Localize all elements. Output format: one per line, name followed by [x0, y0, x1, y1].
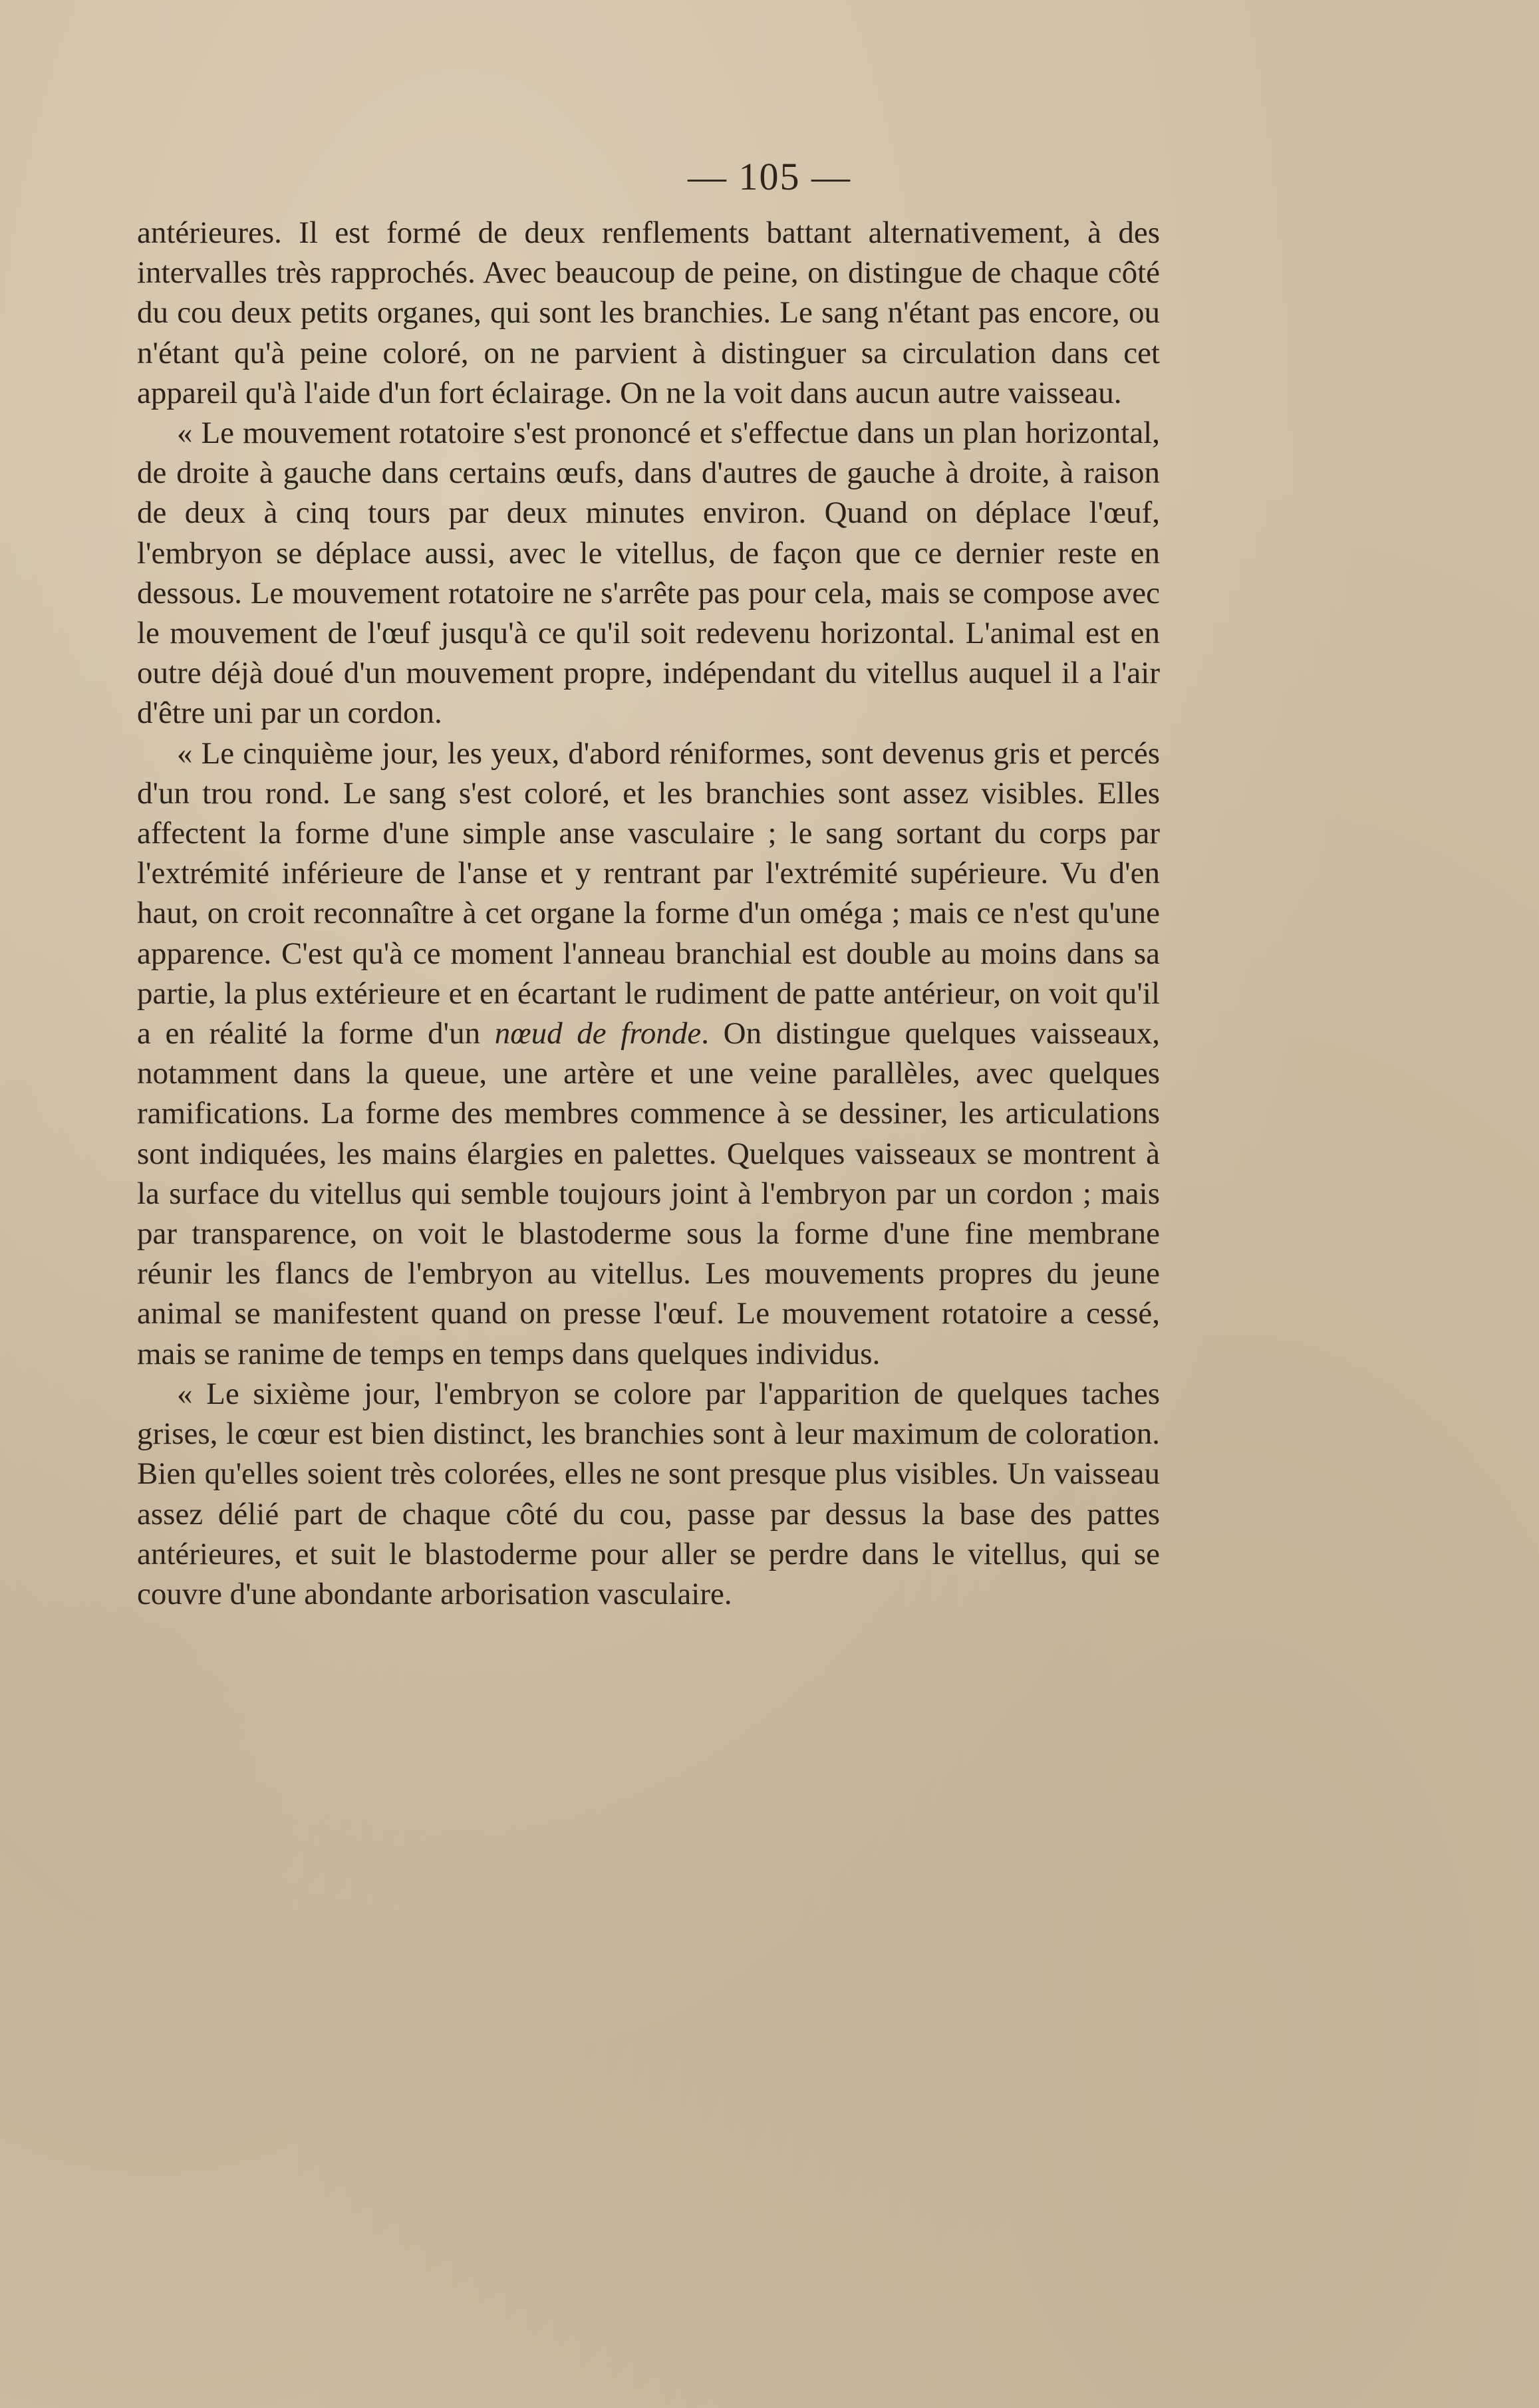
paragraph-1: antérieures. Il est formé de deux renflements battant alternativement, à des intervalles très rapprochés. Avec beaucoup de peine, on distingue de chaque côté du cou deux petits organes, qui sont les branchies. Le sang n'étant pas encore, ou n'étant qu'à peine coloré, on ne parvient à distinguer sa circulation dans cet appareil qu'à l'aide d'un fort éclairage. On ne la voit dans aucun autre vaisseau.	[137, 215, 1160, 410]
body-text	[137, 213, 1160, 1614]
paragraph-3-italic: nœud de fronde	[494, 1016, 702, 1051]
paragraph-3-part-2: . On distingue quelques vaisseaux, notamment dans la queue, une artère et une veine parallèles, avec quelques ramifications. La forme des membres commence à se dessiner, les articulations sont indiquées, les mains élargies en palettes. Quelques vaisseaux se montrent à la surface du vitellus qui semble toujours joint à l'embryon par un cordon ; mais par transparence, on voit le blastoderme sous la forme d'une fine membrane réunir les flancs de l'embryon au vitellus. Les mouvements propres du jeune animal se manifestent quand on presse l'œuf. Le mouvement rotatoire a cessé, mais se ranime de temps en temps dans quelques individus.	[137, 1016, 1160, 1371]
paragraph-2: « Le mouvement rotatoire s'est prononcé et s'effectue dans un plan horizontal, de droite à gauche dans certains œufs, dans d'autres de gauche à droite, à raison de deux à cinq tours par deux minutes environ. Quand on déplace l'œuf, l'embryon se déplace aussi, avec le vitellus, de façon que ce dernier reste en dessous. Le mouvement rotatoire ne s'arrête pas pour cela, mais se compose avec le mouvement de l'œuf jusqu'à ce qu'il soit redevenu horizontal. L'animal est en outre déjà doué d'un mouvement propre, indépendant du vitellus auquel il a l'air d'être uni par un cordon.	[137, 416, 1160, 731]
paragraph-3	[137, 734, 1160, 1374]
paragraph-3-part-1: « Le cinquième jour, les yeux, d'abord réniformes, sont devenus gris et percés d'un trou rond. Le sang s'est coloré, et les branchies sont assez visibles. Elles affectent la forme d'une simple anse vasculaire ; le sang sortant du corps par l'extrémité inférieure de l'anse et y rentrant par l'extrémité supérieure. Vu d'en haut, on croit reconnaître à cet organe la forme d'un oméga ; mais ce n'est qu'une apparence. C'est qu'à ce moment l'anneau branchial est double au moins dans sa partie, la plus extérieure et en écartant le rudiment de patte antérieur, on voit qu'il a en réalité la forme d'un	[137, 736, 1160, 1051]
paragraph-4: « Le sixième jour, l'embryon se colore par l'apparition de quelques taches grises, le cœur est bien distinct, les branchies sont à leur maximum de coloration. Bien qu'elles soient très colorées, elles ne sont presque plus visibles. Un vaisseau assez délié part de chaque côté du cou, passe par dessus la base des pattes antérieures, et suit le blastoderme pour aller se perdre dans le vitellus, qui se couvre d'une abondante arborisation vasculaire.	[137, 1376, 1160, 1611]
page-number: — 105 —	[688, 155, 851, 198]
